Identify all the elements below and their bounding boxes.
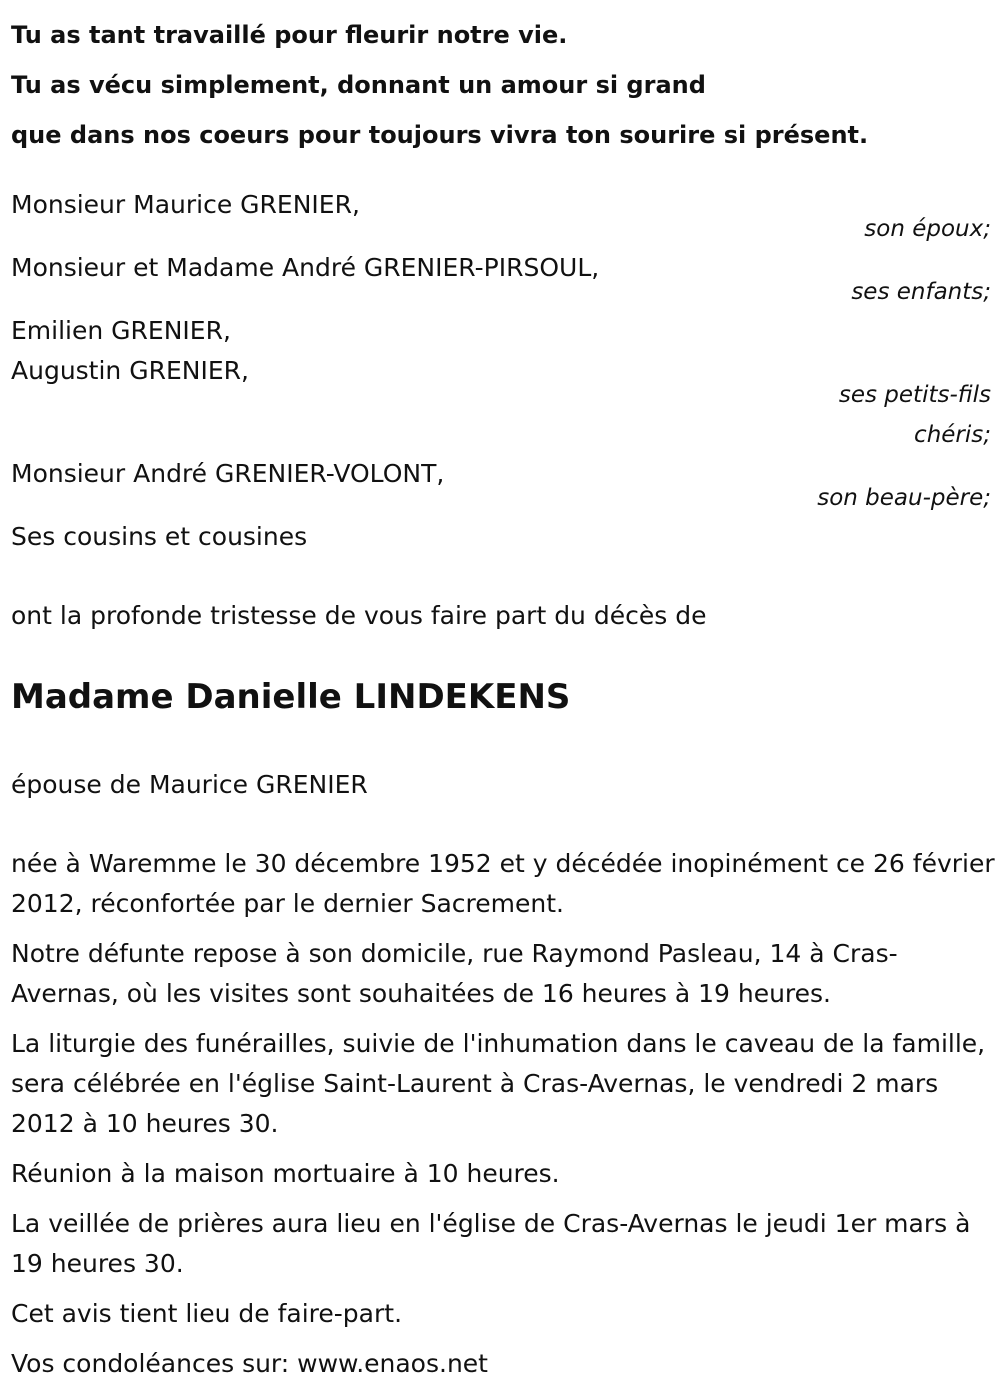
poem-line: que dans nos coeurs pour toujours vivra ton sourire si présent. [11, 121, 869, 149]
family-name: Emilien GRENIER, [11, 316, 231, 345]
family-relation: chéris; [914, 422, 991, 448]
family-relation: ses enfants; [851, 279, 991, 305]
spouse-line: épouse de Maurice GRENIER [11, 770, 368, 799]
condolences-paragraph: Vos condoléances sur: www.enaos.net [11, 1349, 488, 1378]
poem-line: Tu as tant travaillé pour fleurir notre vie. [11, 21, 568, 49]
notice-paragraph: Cet avis tient lieu de faire-part. [11, 1299, 403, 1328]
announcement-text: ont la profonde tristesse de vous faire part du décès de [11, 601, 707, 630]
family-relation: son époux; [864, 216, 991, 242]
family-entry [11, 248, 991, 288]
deceased-name: Madame Danielle LINDEKENS [11, 677, 571, 717]
funeral-paragraph: La liturgie des funérailles, suivie de l'inhumation dans le caveau de la famille, sera célébrée en l'église Saint-Laurent à Cras-Avernas, le vendredi 2 mars 2012 à 10 heures 30. [11, 1029, 986, 1138]
birth-death-paragraph: née à Waremme le 30 décembre 1952 et y décédée inopinément ce 26 février 2012, réconfortée par le dernier Sacrement. [11, 849, 995, 918]
reunion-paragraph: Réunion à la maison mortuaire à 10 heures. [11, 1159, 560, 1188]
visitation-paragraph: Notre défunte repose à son domicile, rue Raymond Pasleau, 14 à Cras-Avernas, où les visites sont souhaitées de 16 heures à 19 heures. [11, 939, 898, 1008]
family-name: Augustin GRENIER, [11, 356, 249, 385]
family-name: Monsieur et Madame André GRENIER-PIRSOUL, [11, 253, 600, 282]
vigil-paragraph: La veillée de prières aura lieu en l'église de Cras-Avernas le jeudi 1er mars à 19 heures 30. [11, 1209, 971, 1278]
poem-line: Tu as vécu simplement, donnant un amour si grand [11, 71, 706, 99]
details-block [11, 844, 996, 1394]
family-entry [11, 185, 991, 225]
family-name: Monsieur André GRENIER-VOLONT, [11, 459, 445, 488]
family-name: Ses cousins et cousines [11, 522, 308, 551]
family-relation: ses petits-fils [838, 382, 991, 408]
family-name: Monsieur Maurice GRENIER, [11, 190, 360, 219]
family-entry [11, 517, 991, 557]
family-relation: son beau-père; [817, 485, 991, 511]
poem-block [11, 10, 991, 160]
